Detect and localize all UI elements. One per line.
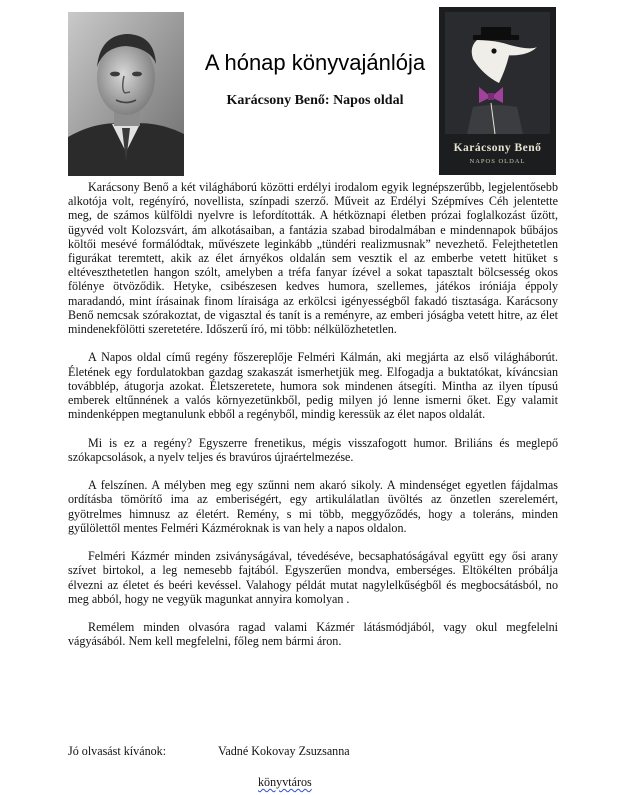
page-title: A hónap könyvajánlója <box>204 50 426 75</box>
signer-name: Vadné Kokovay Zsuzsanna <box>218 744 350 758</box>
signer-role <box>258 775 312 790</box>
book-cover-image <box>439 7 556 175</box>
paragraph: Mi is ez a regény? Egyszerre frenetikus, mégis visszafogott humor. Briliáns és meglepő szókapcsolások, a nyelv teljes és bravúros újraértelmezése. <box>68 435 558 464</box>
signer-role-text: könyvtáros <box>258 775 312 789</box>
book-subtitle: Karácsony Benő: Napos oldal <box>226 93 404 108</box>
paragraph: Remélem minden olvasóra ragad valami Kázmér látásmódjából, vagy okul megfelelni vágyásából. Nem kell megfelelni, főleg nem bármi áron. <box>68 620 558 649</box>
closing-greeting: Jó olvasást kívánok: <box>68 744 167 758</box>
cover-title: NAPOS OLDAL <box>469 158 526 165</box>
paragraph: A Napos oldal című regény főszereplője Felméri Kálmán, aki megjárta az első világháborút. Életének egy fordulatokban gazdag szakaszát ismerhetjük meg. Elfogadja a buktatókat, kíváncsian továbblép, átugorja azokat. Életszeretete, humora sok mindenen átsegíti. Mintha az ilyen típusú emberek eltűnnének a valós környezetünkből, pedig milyen jó lenne ismerni őket. Egy valamit mindenképpen megtanulunk ebből a regényből, mindig keressük az élet napos oldalát. <box>68 350 558 422</box>
paragraph: Felméri Kázmér minden zsiványságával, tévedéséve, becsaphatóságával együtt egy ősi arany szívet birtokol, a leg nemesebb fajtából. Egyszerűen mondva, emberséges. Eltökélten próbálja élvezni az életet és beéri kevéssel. Valahogy példát mutat nagylelkűségből és megbocsátásból, no meg abból, hogy ne vegyük magunkat annyira komolyan . <box>68 549 558 606</box>
article-body <box>68 180 558 663</box>
paragraph: Karácsony Benő a két világháború közötti erdélyi irodalom egyik legnépszerűbb, legjelentősebb alkotója volt, regényíró, novellista, színpadi szerző. Műveit az Erdélyi Szépmíves Céh jelentette meg, de számos külföldi nyelvre is lefordították. A hétköznapi életben prózai foglalkozást űzött, ügyvéd volt Kolozsvárt, ám alkotásaiban, a fantázia szabad birodalmában e mindennapok bűbájos költői mesévé formálódtak, művészete leginkább „tündéri realizmusnak” nevezhető. Felejthetetlen figurákat teremtett, akik az élet árnyékos oldalán sem vesztik el az emberbe vetett hitüket s eltéveszthetetlen hangon szólt, amelyben a tréfa fanyar ízével a sokat tapasztalt bölcsesség okos fölénye ötvöződik. Hetyke, csibészesen kedves humora, szellemes, játékos iróniája éppoly maradandó, mint írásainak finom líraisága az erkölcsi igényességből fakadó tisztasága. Karácsony Benő nemcsak szórakoztat, de vigasztal és tanít is a reményre, az emberi jóságba vetett hitre, az élet mindenekfölötti szeretetére. Időszerű író, mi több: nélkülözhetetlen. <box>68 180 558 337</box>
author-portrait <box>68 12 184 176</box>
paragraph: A felszínen. A mélyben meg egy szűnni nem akaró sikoly. A mindenséget egyetlen fájdalmas ordításba tömörítő ima az emberiségért, egy artikulálatlan üvöltés az önzetlen szerelemért, gyötrelmes himnusz az életért. Remény, s mi több, meggyőződés, hogy a toleráns, minden gyűlölettől mentes Felméri Kázméroknak is van hely a napos oldalon. <box>68 478 558 535</box>
cover-author: Karácsony Benő <box>453 142 542 154</box>
